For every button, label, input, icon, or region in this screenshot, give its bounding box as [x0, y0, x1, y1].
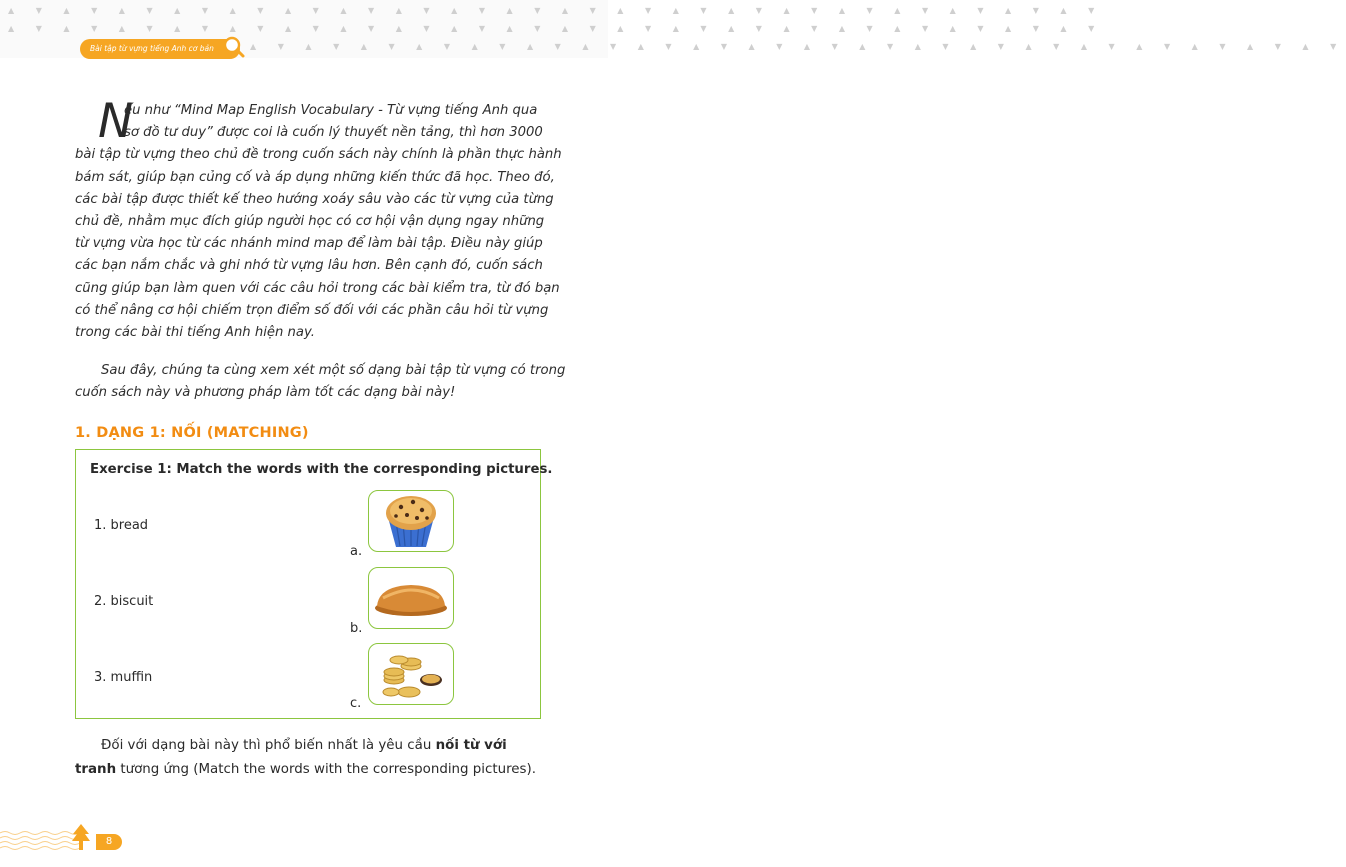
closing-text: Đối với dạng bài này thì phổ biến nhất là yêu cầu: [101, 738, 436, 753]
text-line: các bạn nắm chắc và ghi nhớ từ vựng lâu hơn. Bên cạnh đó, cuốn sách: [75, 258, 543, 274]
intro-paragraph: [75, 94, 562, 344]
biscuit-icon: [369, 644, 453, 704]
option-letter-b: b.: [350, 621, 363, 636]
picture-frame-b: [368, 567, 454, 629]
triangle-pattern-row: ▲ ▼ ▲ ▼ ▲ ▼ ▲ ▼ ▲ ▼ ▲ ▼ ▲ ▼ ▲ ▼ ▲ ▼ ▲ ▼ ▲ ▼ ▲ ▼ ▲ ▼ ▲ ▼ ▲ ▼ ▲ ▼ ▲ ▼ ▲ ▼ ▲ ▼ ▲ ▼: [8, 6, 1104, 15]
exercise-box: [75, 449, 553, 719]
text-line: từ vựng vừa học từ các nhánh mind map để làm bài tập. Điều này giúp: [75, 236, 543, 252]
section-heading: 1. DẠNG 1: NỐI (MATCHING): [75, 425, 309, 441]
word-item-biscuit: 2. biscuit: [94, 594, 154, 609]
book-title-tag: [80, 39, 240, 59]
book-title: Bài tập từ vựng tiếng Anh cơ bản: [90, 44, 214, 53]
option-letter-a: a.: [350, 544, 363, 559]
closing-bold-text: nối từ với tranh: [75, 738, 507, 777]
text-line: có thể nâng cơ hội chiếm trọn điểm số đối với các phần câu hỏi từ vựng: [75, 302, 549, 318]
text-line: cũng giúp bạn làm quen với các câu hỏi trong các bài kiểm tra, từ đó bạn: [75, 280, 560, 296]
option-letter-c: c.: [350, 696, 362, 711]
text-line: trong các bài thi tiếng Anh hiện nay.: [75, 325, 315, 341]
text-line: ếu như “Mind Map English Vocabulary - Từ vựng tiếng Anh qua: [124, 103, 538, 118]
magnifier-icon: [222, 35, 246, 59]
exercise-title: Exercise 1: Match the words with the corresponding pictures.: [90, 462, 553, 477]
word-item-bread: 1. bread: [94, 518, 149, 533]
tree-icon: [70, 822, 92, 852]
second-paragraph: [75, 360, 566, 404]
drop-cap: N: [98, 94, 134, 149]
text-line: bài tập từ vựng theo chủ đề trong cuốn sách này chính là phần thực hành: [75, 147, 562, 163]
text-line: các bài tập được thiết kế theo hướng xoáy sâu vào các từ vựng của từng: [75, 191, 554, 207]
text-line: Sau đây, chúng ta cùng xem xét một số dạng bài tập từ vựng có trong: [101, 363, 566, 378]
muffin-icon: [369, 491, 453, 551]
word-item-muffin: 3. muffin: [94, 670, 153, 685]
text-line: cuốn sách này và phương pháp làm tốt các dạng bài này!: [75, 385, 456, 401]
text-line: bám sát, giúp bạn củng cố và áp dụng những kiến thức đã học. Theo đó,: [75, 169, 555, 185]
page-number: 8: [96, 834, 122, 850]
footer-wave-decoration: [0, 829, 80, 853]
closing-paragraph: [75, 734, 543, 782]
triangle-pattern-row: ▲ ▼ ▲ ▼ ▲ ▼ ▲ ▼ ▲ ▼ ▲ ▼ ▲ ▼ ▲ ▼ ▲ ▼ ▲ ▼ ▲ ▼ ▲ ▼ ▲ ▼ ▲ ▼ ▲ ▼ ▲ ▼ ▲ ▼ ▲ ▼ ▲ ▼ ▲ ▼: [250, 42, 1346, 51]
closing-text: tương ứng (Match the words with the corresponding pictures).: [116, 762, 537, 777]
bread-icon: [369, 568, 453, 628]
picture-frame-c: [368, 643, 454, 705]
text-line: chủ đề, nhằm mục đích giúp người học có cơ hội vận dụng ngay những: [75, 214, 545, 230]
triangle-pattern-row: ▲ ▼ ▲ ▼ ▲ ▼ ▲ ▼ ▲ ▼ ▲ ▼ ▲ ▼ ▲ ▼ ▲ ▼ ▲ ▼ ▲ ▼ ▲ ▼ ▲ ▼ ▲ ▼ ▲ ▼ ▲ ▼ ▲ ▼ ▲ ▼ ▲ ▼ ▲ ▼: [8, 24, 1104, 33]
picture-frame-a: [368, 490, 454, 552]
text-line: sơ đồ tư duy” được coi là cuốn lý thuyết nền tảng, thì hơn 3000: [124, 125, 543, 141]
